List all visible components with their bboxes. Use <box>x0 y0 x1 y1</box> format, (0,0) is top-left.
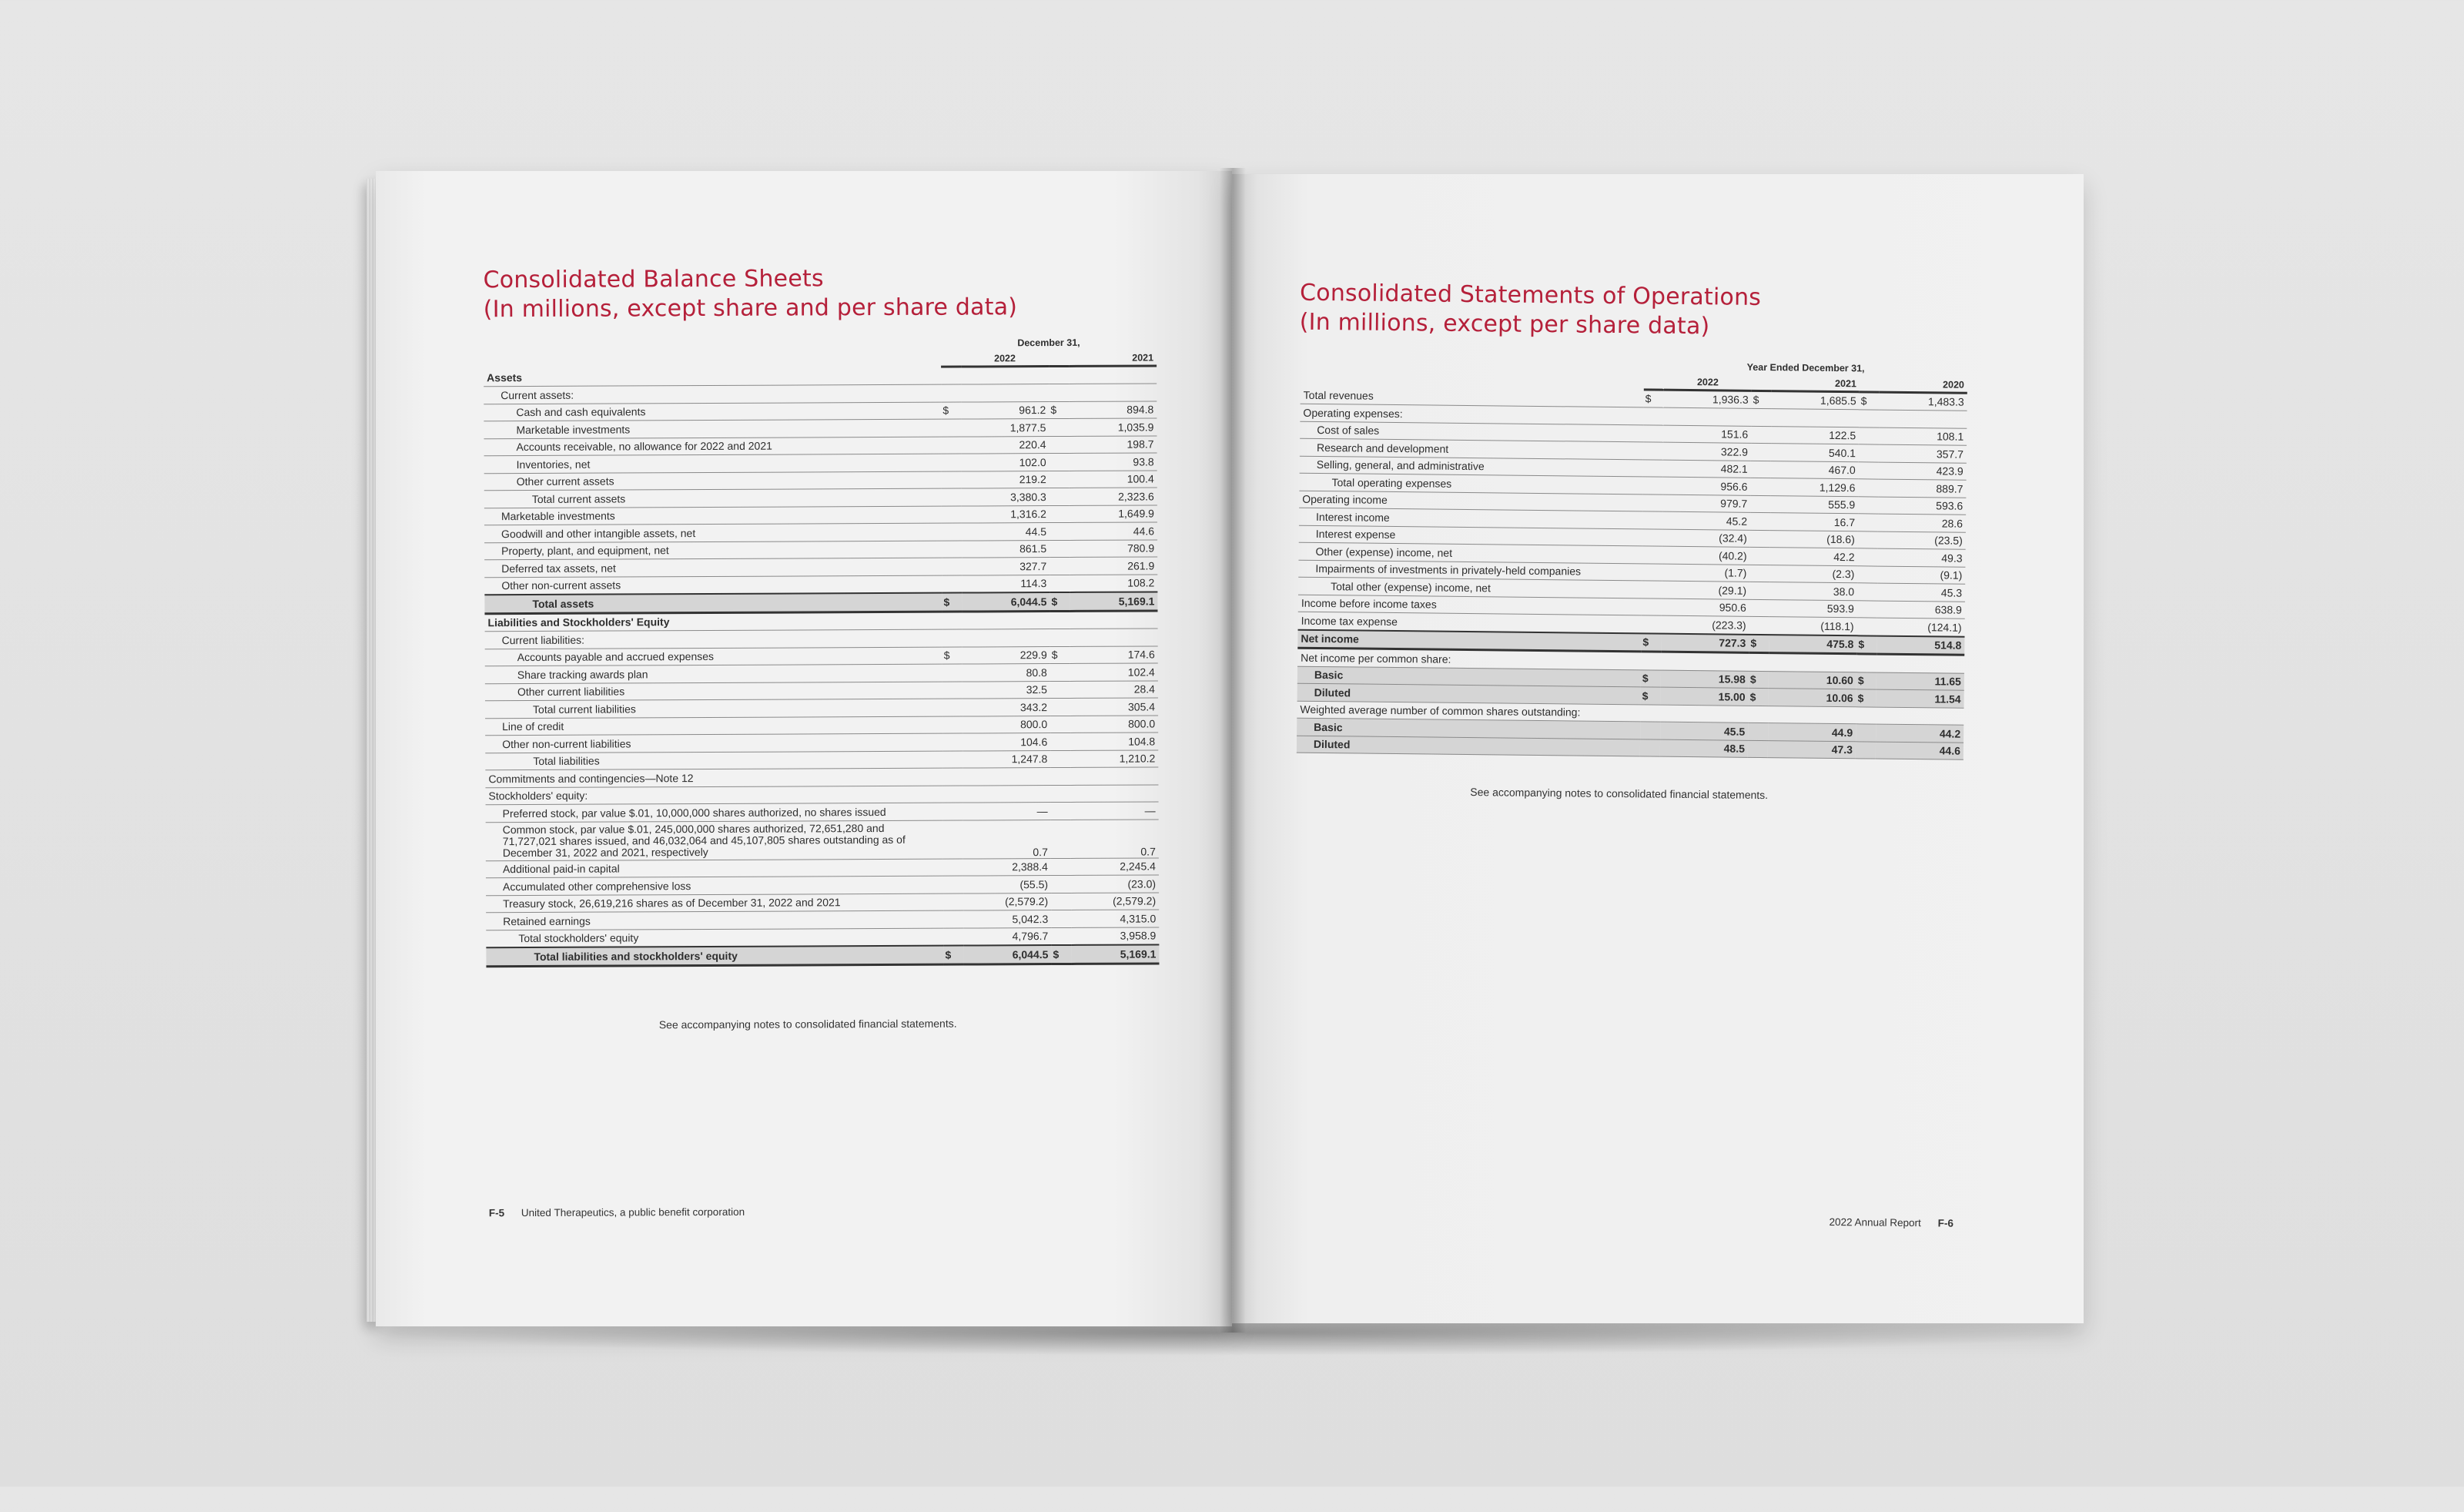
row-label: Liabilities and Stockholders' Equity <box>484 612 942 632</box>
year-currency-spacer <box>1860 377 1880 392</box>
currency-symbol: $ <box>1049 401 1069 419</box>
currency-symbol <box>1643 424 1663 442</box>
row-label: Operating expenses: <box>1300 404 1643 424</box>
row-label: Total revenues <box>1301 386 1644 407</box>
value-2021: 1,210.2 <box>1070 749 1158 767</box>
currency-symbol <box>1750 530 1770 548</box>
row-label: Total other (expense) income, net <box>1298 577 1642 598</box>
value-2021: 16.7 <box>1770 513 1858 531</box>
value-2022: — <box>963 803 1051 820</box>
currency-symbol <box>1643 459 1663 477</box>
currency-symbol: $ <box>942 593 962 612</box>
currency-symbol: $ <box>1641 669 1661 687</box>
value-2020: 11.54 <box>1876 689 1964 708</box>
currency-symbol <box>1640 722 1660 739</box>
value-2022: 5,042.3 <box>963 910 1051 928</box>
right-note: See accompanying notes to consolidated financial statements. <box>1470 786 1769 802</box>
header-group-label: Year Ended December 31, <box>1746 361 1865 374</box>
value-2022: 322.9 <box>1663 442 1751 461</box>
left-footer-page-number: F-5 <box>488 1207 505 1219</box>
value-2022: (2,579.2) <box>963 893 1051 910</box>
row-label: Retained earnings <box>486 910 943 930</box>
row-label: Interest income <box>1299 508 1642 528</box>
value-2021: 5,169.1 <box>1070 592 1157 610</box>
currency-symbol: $ <box>1749 634 1769 652</box>
currency-symbol <box>1640 704 1660 722</box>
currency-symbol <box>1856 741 1876 759</box>
value-2021: 198.7 <box>1069 435 1157 453</box>
row-label: Cost of sales <box>1300 421 1643 442</box>
currency-symbol: $ <box>1856 672 1876 689</box>
row-label: Accumulated other comprehensive loss <box>486 876 943 895</box>
currency-symbol <box>1749 582 1769 599</box>
value-2022: 6,044.5 <box>962 592 1050 611</box>
value-2020: (124.1) <box>1876 618 1964 636</box>
currency-symbol: $ <box>1644 389 1664 407</box>
value-2021: 93.8 <box>1070 453 1157 471</box>
currency-symbol <box>1749 616 1769 634</box>
value-2022: 220.4 <box>961 436 1049 454</box>
currency-symbol <box>1748 706 1768 723</box>
value-2021: 10.60 <box>1769 671 1856 689</box>
value-2021: 593.9 <box>1769 599 1857 618</box>
row-label: Accounts receivable, no allowance for 2022 and 2021 <box>484 437 941 456</box>
currency-symbol <box>1749 547 1769 565</box>
value-2022 <box>1661 652 1749 671</box>
row-label: Other non-current assets <box>484 575 942 595</box>
value-2020: 108.1 <box>1879 427 1967 446</box>
right-footer <box>1829 1216 1953 1229</box>
currency-symbol: $ <box>1050 646 1070 664</box>
value-2020: 45.3 <box>1877 583 1965 602</box>
value-2022: 32.5 <box>962 681 1050 699</box>
currency-symbol <box>1640 739 1660 756</box>
value-2021: (2,579.2) <box>1071 892 1159 910</box>
value-2020: 889.7 <box>1878 479 1966 498</box>
value-2021: 122.5 <box>1771 426 1859 444</box>
value-2022: 15.98 <box>1661 670 1749 689</box>
value-2020: 357.7 <box>1879 444 1967 463</box>
currency-symbol <box>1859 444 1879 462</box>
value-2022: 343.2 <box>962 699 1050 716</box>
currency-symbol <box>1642 494 1662 511</box>
value-2021: — <box>1071 802 1159 820</box>
row-label: Additional paid-in capital <box>486 859 943 878</box>
value-2021: 42.2 <box>1769 548 1857 566</box>
row-label: Diluted <box>1297 736 1640 756</box>
currency-symbol <box>1856 706 1876 724</box>
row-label: Basic <box>1297 718 1640 739</box>
row-label: Weighted average number of common shares outstanding: <box>1297 701 1640 722</box>
value-2021: 0.7 <box>1071 819 1159 857</box>
row-label: Total stockholders' equity <box>486 928 943 948</box>
value-2020 <box>1879 410 1967 428</box>
currency-symbol <box>1859 410 1879 427</box>
row-label: Share tracking awards plan <box>485 664 942 683</box>
value-2022: 800.0 <box>962 716 1050 733</box>
value-2022: 229.9 <box>962 646 1050 664</box>
row-label: Net income per common share: <box>1297 648 1641 669</box>
value-2022: 104.6 <box>962 733 1050 751</box>
row-label: Diluted <box>1297 683 1641 704</box>
value-2022: 3,380.3 <box>962 488 1050 506</box>
currency-symbol <box>1643 442 1663 460</box>
value-2021: (118.1) <box>1769 617 1857 635</box>
row-label: Operating income <box>1299 491 1642 511</box>
row-label: Accounts payable and accrued expenses <box>485 647 942 666</box>
value-2021: 102.4 <box>1070 663 1158 681</box>
currency-symbol <box>1642 563 1662 581</box>
currency-symbol <box>1750 495 1770 513</box>
currency-symbol <box>1642 598 1662 615</box>
value-2022: 727.3 <box>1661 633 1749 652</box>
value-2022: 1,316.2 <box>962 505 1050 523</box>
currency-symbol <box>1748 740 1768 758</box>
currency-symbol: $ <box>1749 688 1769 706</box>
value-2022: 950.6 <box>1662 598 1749 617</box>
value-2020: (23.5) <box>1878 531 1966 550</box>
value-2021: 10.06 <box>1769 689 1856 707</box>
currency-symbol <box>1858 496 1878 514</box>
value-2021: 108.2 <box>1070 574 1157 592</box>
currency-symbol <box>1749 652 1769 671</box>
value-2021: 3,958.9 <box>1071 927 1159 944</box>
value-2022: (40.2) <box>1662 546 1749 565</box>
currency-symbol <box>1858 479 1878 497</box>
currency-symbol <box>1858 514 1878 531</box>
year-currency-spacer <box>1644 374 1664 390</box>
value-2020: 514.8 <box>1876 635 1964 655</box>
value-2021 <box>1768 706 1856 724</box>
currency-symbol: $ <box>1752 391 1772 409</box>
value-2020: (9.1) <box>1877 566 1965 585</box>
value-2021: 261.9 <box>1070 557 1157 575</box>
value-2022: 15.00 <box>1661 687 1749 706</box>
title-line-2: (In millions, except per share data) <box>1299 308 1710 340</box>
currency-symbol <box>1857 548 1877 566</box>
value-2020: 638.9 <box>1877 601 1965 619</box>
row-label: Selling, general, and administrative <box>1300 456 1643 477</box>
currency-symbol <box>1643 407 1663 425</box>
value-2021: 555.9 <box>1770 495 1858 514</box>
year-header-1: 2021 <box>1069 350 1157 366</box>
currency-symbol <box>1642 528 1662 546</box>
currency-symbol: $ <box>1856 689 1876 707</box>
currency-symbol <box>1858 531 1878 548</box>
left-footer-text: United Therapeutics, a public benefit corporation <box>521 1205 745 1219</box>
value-2021 <box>1769 653 1856 672</box>
value-2021: 475.8 <box>1769 635 1856 654</box>
row-label: Assets <box>484 367 941 387</box>
year-currency-spacer <box>1752 375 1772 391</box>
row-label: Goodwill and other intangible assets, net <box>484 523 942 542</box>
value-2021: 1,129.6 <box>1770 478 1858 497</box>
value-2022: 327.7 <box>962 558 1050 575</box>
value-2021: 1,035.9 <box>1069 418 1157 436</box>
value-2020: 28.6 <box>1878 514 1966 532</box>
value-2020: 423.9 <box>1879 462 1967 481</box>
currency-symbol <box>1856 724 1876 742</box>
left-note: See accompanying notes to consolidated financial statements. <box>658 1017 957 1031</box>
value-2021: 305.4 <box>1070 698 1158 716</box>
currency-symbol: $ <box>943 946 963 964</box>
value-2022: 861.5 <box>962 540 1050 558</box>
row-label: Marketable investments <box>484 419 941 438</box>
currency-symbol <box>1857 600 1877 618</box>
row-label: Deferred tax assets, net <box>484 558 942 577</box>
currency-symbol <box>1751 461 1771 478</box>
row-label: Total operating expenses <box>1299 473 1642 494</box>
value-2021: 467.0 <box>1771 461 1859 479</box>
value-2021: (2.3) <box>1769 565 1857 583</box>
currency-symbol <box>1642 581 1662 598</box>
currency-symbol <box>1642 511 1662 529</box>
row-label: Line of credit <box>485 716 942 736</box>
value-2022: 1,247.8 <box>962 750 1050 768</box>
value-2020 <box>1876 707 1964 726</box>
value-2020: 11.65 <box>1876 672 1964 691</box>
value-2020 <box>1876 654 1964 673</box>
currency-symbol: $ <box>1051 945 1071 964</box>
row-label: Total liabilities and stockholders' equity <box>486 946 943 967</box>
row-label: Other current assets <box>484 471 942 491</box>
currency-symbol <box>1856 618 1876 635</box>
currency-symbol <box>1642 477 1662 495</box>
value-2021: 2,323.6 <box>1070 488 1157 505</box>
right-footer-text: 2022 Annual Report <box>1829 1215 1921 1229</box>
value-2021: 5,169.1 <box>1071 944 1159 963</box>
value-2022: 45.5 <box>1660 722 1748 740</box>
year-header-0: 2022 <box>1664 374 1752 391</box>
currency-symbol <box>1856 654 1876 672</box>
header-group-label: December 31, <box>1017 337 1080 348</box>
row-label: Income tax expense <box>1298 612 1642 633</box>
value-2021 <box>1771 409 1859 427</box>
currency-symbol <box>1857 565 1877 583</box>
value-2022: 4,796.7 <box>963 927 1051 945</box>
title-line-1: Consolidated Balance Sheets <box>483 265 824 294</box>
value-2022: 2,388.4 <box>963 858 1051 876</box>
value-2021: 4,315.0 <box>1071 910 1159 927</box>
currency-symbol <box>1748 722 1768 740</box>
value-2021: 780.9 <box>1070 539 1157 557</box>
row-label: Total assets <box>484 593 942 614</box>
row-label: Total current liabilities <box>485 699 942 718</box>
currency-symbol: $ <box>1641 687 1661 705</box>
currency-symbol: $ <box>1856 635 1876 654</box>
row-label: Research and development <box>1300 438 1643 459</box>
currency-symbol <box>1751 426 1771 444</box>
value-2021: 100.4 <box>1070 470 1157 488</box>
row-label: Total current assets <box>484 488 942 508</box>
value-2021: 174.6 <box>1070 645 1158 663</box>
value-2022: (29.1) <box>1662 581 1749 599</box>
value-2020: 44.2 <box>1876 724 1964 743</box>
value-2020: 1,483.3 <box>1880 392 1967 411</box>
value-2022: 6,044.5 <box>963 945 1051 964</box>
row-label: Marketable investments <box>484 506 942 525</box>
value-2022: 80.8 <box>962 664 1050 682</box>
row-label: Current assets: <box>484 384 941 404</box>
value-2022: 151.6 <box>1663 425 1751 444</box>
currency-symbol <box>1859 461 1879 479</box>
currency-symbol: $ <box>1749 671 1769 689</box>
value-2021: 1,685.5 <box>1772 391 1860 410</box>
value-2021: 47.3 <box>1768 740 1856 759</box>
currency-symbol <box>1859 427 1879 444</box>
operations-title <box>1300 279 1762 342</box>
value-2022: 1,877.5 <box>961 419 1049 437</box>
row-label: Common stock, par value $.01, 245,000,000 shares authorized, 72,651,280 and 71,727,021 shares issued, and 46,032,064 and 45,107,805 shares outstanding as of December 31, 2022 and 2021, respectively <box>486 820 943 861</box>
row-label: Income before income taxes <box>1298 595 1642 615</box>
title-line-2: (In millions, except share and per share data) <box>483 293 1018 324</box>
currency-symbol <box>1749 565 1769 582</box>
year-header-0: 2022 <box>961 351 1049 367</box>
currency-symbol <box>1751 408 1771 426</box>
currency-symbol <box>1641 652 1661 670</box>
row-label: Other current liabilities <box>485 682 942 701</box>
currency-symbol <box>1750 512 1770 530</box>
currency-symbol <box>1751 443 1771 461</box>
value-2022: 979.7 <box>1662 495 1750 513</box>
row-label: Preferred stock, par value $.01, 10,000,000 shares authorized, no shares issued <box>486 803 943 822</box>
value-2022: (55.5) <box>963 876 1051 893</box>
value-2021: 800.0 <box>1070 715 1158 733</box>
row-label: Other (expense) income, net <box>1298 542 1642 563</box>
currency-symbol: $ <box>1641 633 1661 652</box>
year-header-2: 2020 <box>1880 377 1967 393</box>
value-2021: (18.6) <box>1770 530 1858 548</box>
value-2022: 48.5 <box>1660 739 1748 758</box>
value-2020: 44.6 <box>1876 742 1964 760</box>
row-label: Stockholders' equity: <box>485 786 942 805</box>
row-label: Treasury stock, 26,619,216 shares as of December 31, 2022 and 2021 <box>486 893 943 913</box>
currency-symbol: $ <box>941 402 961 420</box>
row-label: Property, plant, and equipment, net <box>484 541 942 560</box>
row-label: Interest expense <box>1299 525 1642 546</box>
value-2022: 1,936.3 <box>1664 390 1752 409</box>
row-label: Impairments of investments in privately-held companies <box>1298 560 1642 581</box>
value-2021: 28.4 <box>1070 680 1158 698</box>
value-2022 <box>1663 407 1751 426</box>
value-2021: 44.6 <box>1070 522 1157 540</box>
value-2022 <box>1660 705 1748 723</box>
value-2021: 894.8 <box>1069 401 1157 418</box>
value-2022: 45.2 <box>1662 511 1750 530</box>
currency-symbol <box>1642 546 1662 564</box>
right-footer-page-number: F-6 <box>1937 1217 1953 1229</box>
value-2021: 38.0 <box>1769 582 1857 601</box>
value-2022: (223.3) <box>1662 615 1749 634</box>
year-header-1: 2021 <box>1772 376 1860 392</box>
currency-symbol: $ <box>1860 391 1880 410</box>
value-2020: 593.6 <box>1878 497 1966 515</box>
row-label: Other non-current liabilities <box>485 733 942 753</box>
value-2021: 44.9 <box>1768 723 1856 742</box>
row-label: Inventories, net <box>484 454 942 473</box>
value-2022: 482.1 <box>1663 460 1751 478</box>
currency-symbol: $ <box>1050 592 1070 611</box>
value-2022: 44.5 <box>962 523 1050 541</box>
row-label: Cash and cash equivalents <box>484 402 941 421</box>
title-line-1: Consolidated Statements of Operations <box>1299 279 1762 311</box>
value-2022: 114.3 <box>962 575 1050 592</box>
value-2022: 956.6 <box>1662 477 1750 495</box>
value-2021: (23.0) <box>1071 875 1159 893</box>
row-label: Net income <box>1297 629 1641 652</box>
currency-symbol: $ <box>942 647 962 665</box>
value-2022: 961.2 <box>961 401 1049 419</box>
operations-table <box>1297 354 1967 760</box>
currency-symbol <box>1642 615 1662 633</box>
value-2021: 2,245.4 <box>1071 857 1159 875</box>
value-2022: (1.7) <box>1662 564 1749 582</box>
currency-symbol <box>1857 583 1877 601</box>
value-2021: 540.1 <box>1771 444 1859 462</box>
currency-symbol <box>1749 599 1769 617</box>
row-label: Basic <box>1297 666 1641 687</box>
row-label: Total liabilities <box>485 751 942 770</box>
row-label: Commitments and contingencies—Note 12 <box>485 768 942 787</box>
value-2021: 1,649.9 <box>1070 505 1157 522</box>
row-label: Current liabilities: <box>485 629 942 649</box>
value-2021: 104.8 <box>1070 733 1158 750</box>
value-2020: 49.3 <box>1877 548 1965 567</box>
currency-symbol <box>1750 478 1770 495</box>
value-2022: 102.0 <box>962 454 1050 471</box>
value-2022: 219.2 <box>962 471 1050 488</box>
value-2022: (32.4) <box>1662 529 1750 548</box>
value-2022: 0.7 <box>963 820 1051 858</box>
